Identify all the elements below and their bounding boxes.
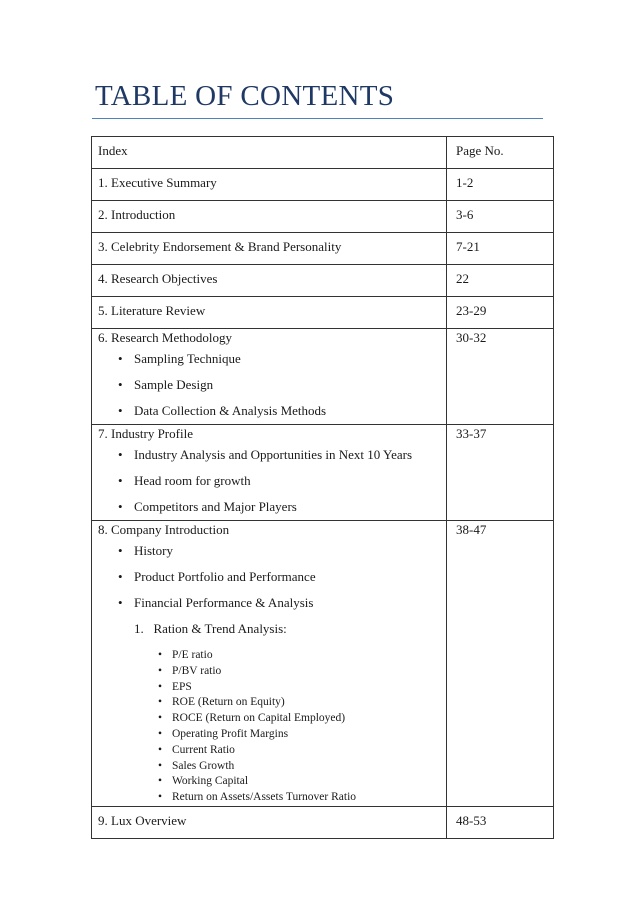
bullet-icon: •	[158, 759, 163, 772]
entry-pages: 22	[447, 265, 554, 297]
ratio-list	[98, 642, 440, 806]
list-item: • P/BV ratio	[98, 664, 440, 680]
sub-list	[98, 346, 440, 424]
bullet-icon: •	[118, 447, 123, 462]
bullet-icon: •	[158, 696, 163, 709]
list-item: • ROCE (Return on Capital Employed)	[98, 711, 440, 727]
table-row	[92, 425, 554, 521]
list-item: • Product Portfolio and Performance	[98, 564, 440, 590]
index-header: Index	[92, 137, 447, 169]
list-item: • Head room for growth	[98, 468, 440, 494]
list-item: • Current Ratio	[98, 743, 440, 759]
table-row	[92, 806, 554, 838]
bullet-icon: •	[118, 473, 123, 488]
title-underline	[92, 118, 543, 119]
list-item: • Financial Performance & Analysis	[98, 590, 440, 616]
bullet-icon: •	[118, 377, 123, 392]
entry-label: 8. Company Introduction	[98, 522, 230, 537]
bullet-icon: •	[118, 595, 123, 610]
entry-label: 7. Industry Profile	[98, 426, 193, 441]
bullet-icon: •	[118, 543, 123, 558]
numbered-item: 1. Ration & Trend Analysis:	[134, 621, 287, 636]
bullet-icon: •	[118, 569, 123, 584]
table-row	[92, 201, 554, 233]
list-item: • Sales Growth	[98, 759, 440, 775]
bullet-icon: •	[158, 743, 163, 756]
list-item: • EPS	[98, 680, 440, 696]
entry-label: 1. Executive Summary	[92, 169, 447, 201]
bullet-icon: •	[118, 403, 123, 418]
table-row	[92, 297, 554, 329]
bullet-icon: •	[158, 791, 163, 804]
list-item: • Operating Profit Margins	[98, 727, 440, 743]
entry-label: 5. Literature Review	[92, 297, 447, 329]
list-item: • Data Collection & Analysis Methods	[98, 398, 440, 424]
bullet-icon: •	[158, 664, 163, 677]
table-row	[92, 521, 554, 807]
entry-label: 6. Research Methodology	[98, 330, 232, 345]
table-row	[92, 233, 554, 265]
page-title: TABLE OF CONTENTS	[95, 80, 395, 112]
table-row	[92, 329, 554, 425]
entry-label: 4. Research Objectives	[92, 265, 447, 297]
list-item: • Industry Analysis and Opportunities in Next 10 Years	[98, 442, 440, 468]
list-item: • Competitors and Major Players	[98, 494, 440, 520]
table-row	[92, 265, 554, 297]
entry-pages: 7-21	[447, 233, 554, 265]
bullet-icon: •	[118, 351, 123, 366]
list-item: • P/E ratio	[98, 648, 440, 664]
bullet-icon: •	[158, 712, 163, 725]
entry-pages: 33-37	[447, 425, 554, 521]
list-item: • Return on Assets/Assets Turnover Ratio	[98, 790, 440, 806]
list-item: • Working Capital	[98, 774, 440, 790]
page-header: Page No.	[447, 137, 554, 169]
entry-pages: 1-2	[447, 169, 554, 201]
entry-pages: 23-29	[447, 297, 554, 329]
list-item: • Sampling Technique	[98, 346, 440, 372]
list-item: • ROE (Return on Equity)	[98, 695, 440, 711]
entry-pages: 30-32	[447, 329, 554, 425]
entry-pages: 38-47	[447, 521, 554, 807]
sub-list	[98, 538, 440, 616]
entry-label: 3. Celebrity Endorsement & Brand Personality	[92, 233, 447, 265]
entry-pages: 48-53	[447, 806, 554, 838]
entry-pages: 3-6	[447, 201, 554, 233]
table-row	[92, 169, 554, 201]
contents-table	[91, 136, 554, 839]
sub-list	[98, 442, 440, 520]
entry-label: 2. Introduction	[92, 201, 447, 233]
list-item: • Sample Design	[98, 372, 440, 398]
bullet-icon: •	[158, 649, 163, 661]
entry-label: 9. Lux Overview	[92, 806, 447, 838]
bullet-icon: •	[158, 680, 163, 693]
bullet-icon: •	[158, 727, 163, 740]
bullet-icon: •	[118, 499, 123, 514]
list-item: • History	[98, 538, 440, 564]
table-header-row	[92, 137, 554, 169]
bullet-icon: •	[158, 775, 163, 788]
